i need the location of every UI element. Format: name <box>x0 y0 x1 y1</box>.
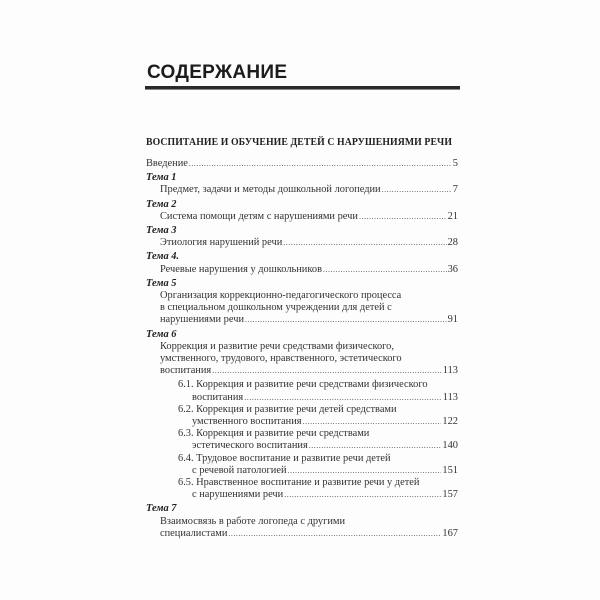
toc-page-number: 113 <box>442 391 458 403</box>
toc-entry-text: в специальном дошкольном учреждении для детей с <box>160 302 392 314</box>
toc-entry-text: Взаимосвязь в работе логопеда с другими <box>160 515 346 527</box>
toc-page-number: 167 <box>442 527 458 539</box>
toc-entry-text: нарушениями речи <box>160 314 245 326</box>
toc-entry-text: Система помощи детям с нарушениями речи <box>160 210 358 222</box>
leader-dots <box>284 489 441 501</box>
topic-label: Тема 1 <box>146 172 177 184</box>
topic-label: Тема 5 <box>146 277 177 289</box>
toc-entry[interactable] <box>146 516 458 540</box>
toc-entry[interactable] <box>146 237 458 249</box>
toc-page-number: 140 <box>442 440 458 452</box>
leader-dots <box>244 392 442 404</box>
toc-entry-text: умственного, трудового, нравственного, эстетического <box>160 353 402 365</box>
toc-entry-text: Организация коррекционно-педагогического процесса <box>160 290 402 302</box>
topic-label: Тема 6 <box>146 328 177 340</box>
toc-entry-text: Предмет, задачи и методы дошкольной логопедии <box>160 184 381 196</box>
toc-entry-text: 6.3. Коррекция и развитие речи средствами <box>178 428 370 440</box>
toc-page-number: 21 <box>447 210 458 222</box>
toc-entry-intro[interactable] <box>146 158 458 170</box>
toc-entry[interactable] <box>146 184 458 196</box>
topic-label: Тема 3 <box>146 225 177 237</box>
toc-entry-text: Введение <box>146 158 188 169</box>
leader-dots <box>189 158 452 170</box>
toc-entry-text: с нарушениями речи <box>192 489 284 501</box>
toc-entry[interactable] <box>146 290 458 327</box>
toc-page-number: 122 <box>442 416 458 428</box>
toc-entry-text: Этиология нарушений речи <box>160 237 283 249</box>
toc-page-number: 157 <box>442 489 458 501</box>
topic-label: Тема 2 <box>146 198 177 210</box>
toc-subentry[interactable] <box>146 428 458 452</box>
section-heading: ВОСПИТАНИЕ И ОБУЧЕНИЕ ДЕТЕЙ С НАРУШЕНИЯМИ РЕЧИ <box>146 137 453 148</box>
toc-page-number: 91 <box>447 314 458 326</box>
toc-entry-text: 6.1. Коррекция и развитие речи средствами физического <box>178 379 428 391</box>
leader-dots <box>228 528 441 540</box>
leader-dots <box>288 465 442 477</box>
leader-dots <box>359 211 447 223</box>
toc-page-number: 113 <box>442 365 458 377</box>
toc-entry[interactable] <box>146 264 458 276</box>
topic-label: Тема 7 <box>146 503 177 515</box>
toc-page-number: 151 <box>442 464 458 476</box>
leader-dots <box>303 416 442 428</box>
toc-page-number: 36 <box>447 263 458 275</box>
page-title: СОДЕРЖАНИЕ <box>147 62 288 83</box>
toc-subentry[interactable] <box>146 404 458 428</box>
leader-dots <box>382 184 452 196</box>
leader-dots <box>309 440 442 452</box>
toc-page-number: 28 <box>447 237 458 249</box>
toc-subentry[interactable] <box>146 477 458 501</box>
leader-dots <box>323 264 447 276</box>
toc-page-number: 5 <box>452 158 458 169</box>
toc-entry-text: 6.4. Трудовое воспитание и развитие речи детей <box>178 452 391 464</box>
toc-entry-text: 6.2. Коррекция и развитие речи детей средствами <box>178 403 397 415</box>
toc-entry-text: эстетического воспитания <box>192 440 308 452</box>
toc-subentry[interactable] <box>146 379 458 403</box>
toc-entry-text: воспитания <box>192 391 244 403</box>
toc-entry-text: Речевые нарушения у дошкольников <box>160 263 322 275</box>
toc-entry-text: специалистами <box>160 527 228 539</box>
toc-entry-text: Коррекция и развитие речи средствами физического, <box>160 340 394 352</box>
toc-entry-text: умственного воспитания <box>192 416 302 428</box>
toc-entry[interactable] <box>146 211 458 223</box>
leader-dots <box>212 365 442 377</box>
toc-entry-text: воспитания <box>160 365 212 377</box>
title-rule <box>145 86 460 90</box>
leader-dots <box>245 314 447 326</box>
toc-subentry[interactable] <box>146 453 458 477</box>
toc-entry[interactable] <box>146 341 458 378</box>
topic-label: Тема 4. <box>146 251 180 263</box>
table-of-contents <box>146 158 458 540</box>
leader-dots <box>283 237 446 249</box>
toc-page-number: 7 <box>452 184 458 196</box>
toc-entry-text: 6.5. Нравственное воспитание и развитие речи у детей <box>178 477 420 489</box>
toc-entry-text: с речевой патологией <box>192 464 287 476</box>
